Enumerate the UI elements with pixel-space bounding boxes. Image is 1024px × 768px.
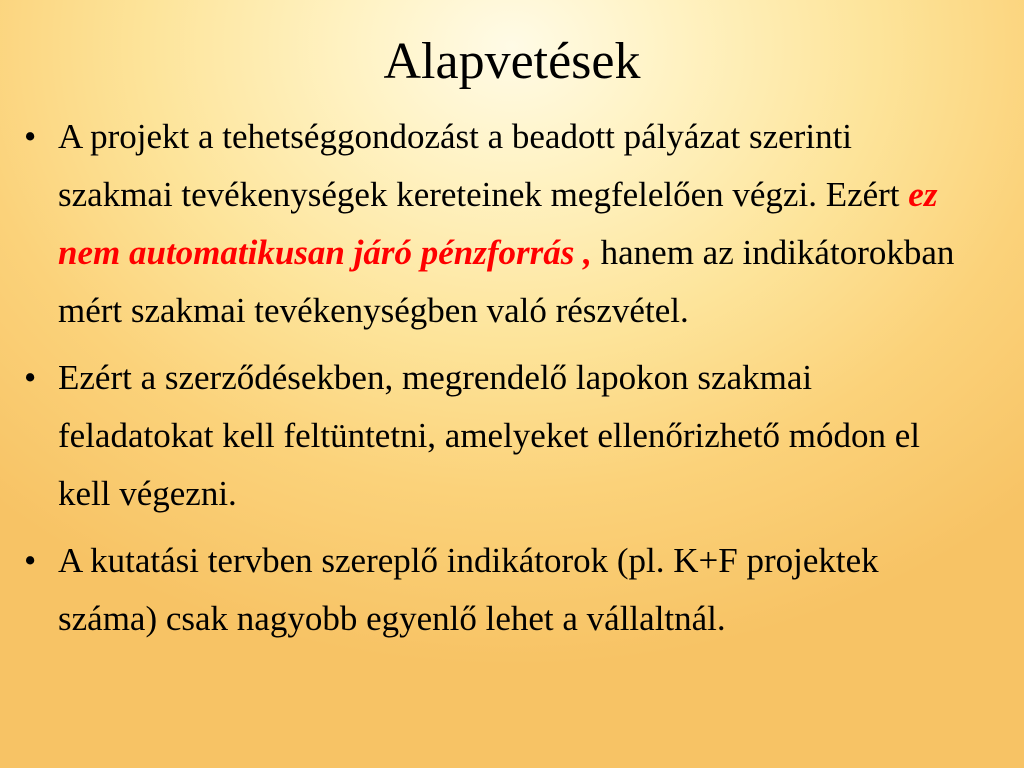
bullet-item-2 [24, 349, 974, 523]
slide-title: Alapvetések [383, 33, 641, 90]
bullet-1-text-end: hanem az indikátorokban mért szakmai tevékenységben való részvétel. [58, 233, 955, 330]
bullet-dot-icon: • [24, 358, 37, 397]
bullet-list [24, 108, 974, 657]
bullet-item-1 [24, 108, 974, 340]
bullet-1-emphasis: ez nem automatikusan járó pénzforrás , [58, 175, 938, 272]
bullet-3-text: A kutatási tervben szereplő indikátorok (pl. K+F projektek száma) csak nagyobb egyenlő lehet a vállaltnál. [58, 541, 879, 638]
bullet-dot-icon: • [24, 541, 37, 580]
bullet-1-text-start: A projekt a tehetséggondozást a beadott pályázat szerinti szakmai tevékenységek kereteinek megfelelően végzi. Ezért [58, 117, 909, 214]
bullet-2-text: Ezért a szerződésekben, megrendelő lapokon szakmai feladatokat kell feltüntetni, amelyeket ellenőrizhető módon el kell végezni. [58, 358, 921, 513]
bullet-dot-icon: • [24, 117, 37, 156]
bullet-item-3 [24, 532, 974, 648]
